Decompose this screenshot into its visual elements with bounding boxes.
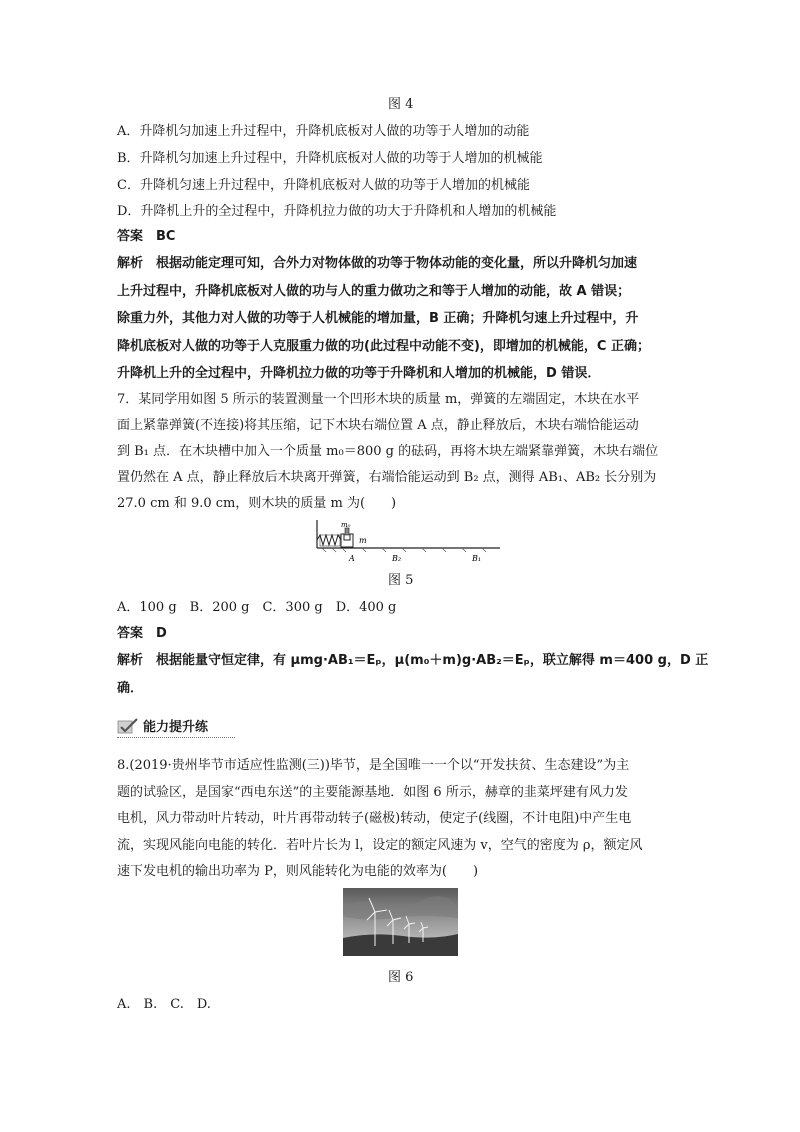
q6-analysis-line: 降机底板对人做的功等于人克服重力做的功(此过程中动能不变)，即增加的机械能，C 正确； bbox=[117, 339, 650, 354]
figure-5-caption: 图 5 bbox=[388, 573, 414, 588]
q8-stem-line: 速下发电机的输出功率为 P，则风能转化为电能的效率为( ) bbox=[117, 864, 479, 879]
q7-stem-line: 面上紧靠弹簧(不连接)将其压缩，记下木块右端位置 A 点，静止释放后，木块右端恰能运动 bbox=[117, 418, 639, 433]
figure-5-diagram bbox=[312, 520, 502, 572]
section-heading bbox=[117, 716, 208, 735]
q7-analysis-line: 解析 根据能量守恒定律，有 μmg·AB₁＝Eₚ，μ(m₀＋m)g·AB₂＝Eₚ，联立解得 m＝400 g，D 正 bbox=[117, 653, 709, 668]
figure-4-caption: 图 4 bbox=[388, 97, 414, 112]
q6-option-a: A．升降机匀加速上升过程中，升降机底板对人做的功等于人增加的动能 bbox=[117, 124, 530, 139]
q8-options: A. B. C. D. bbox=[117, 997, 211, 1012]
q8-stem-line: 电机，风力带动叶片转动，叶片再带动转子(磁极)转动，使定子(线圈，不计电阻)中产生电 bbox=[117, 811, 632, 826]
q8-stem-line: 题的试验区，是国家“西电东送”的主要能源基地．如图 6 所示，赫章的韭菜坪建有风力发 bbox=[117, 785, 628, 800]
q7-stem-line: 7．某同学用如图 5 所示的装置测量一个凹形木块的质量 m，弹簧的左端固定，木块在水平 bbox=[117, 392, 640, 407]
q7-stem-line: 27.0 cm 和 9.0 cm，则木块的质量 m 为( ) bbox=[117, 496, 397, 511]
q6-analysis-line: 上升过程中，升降机底板对人做的功与人的重力做功之和等于人增加的动能，故 A 错误； bbox=[117, 284, 631, 299]
label-m: m bbox=[359, 536, 367, 545]
q6-option-c: C．升降机匀速上升过程中，升降机底板对人做的功等于人增加的机械能 bbox=[117, 178, 530, 193]
label-a: A bbox=[349, 554, 355, 563]
q7-options: A．100 g B．200 g C．300 g D．400 g bbox=[117, 600, 397, 615]
q6-analysis-line: 除重力外，其他力对人做的功等于人机械能的增加量，B 正确；升降机匀速上升过程中，升 bbox=[117, 311, 639, 326]
q7-stem-line: 到 B₁ 点．在木块槽中加入一个质量 m₀＝800 g 的砝码，再将木块左端紧靠弹簧，木块右端位 bbox=[117, 444, 659, 459]
label-b1: B₁ bbox=[472, 554, 482, 563]
checkmark-icon bbox=[117, 718, 139, 734]
section-divider bbox=[117, 737, 235, 738]
q6-option-b: B．升降机匀加速上升过程中，升降机底板对人做的功等于人增加的机械能 bbox=[117, 151, 543, 166]
figure-6-caption: 图 6 bbox=[388, 970, 414, 985]
label-m0: m₀ bbox=[341, 521, 351, 529]
block-icon bbox=[341, 534, 353, 547]
q6-analysis-line: 升降机上升的全过程中，升降机拉力做的功等于升降机和人增加的机械能，D 错误． bbox=[117, 366, 601, 381]
q6-analysis-line: 解析 根据动能定理可知，合外力对物体做的功等于物体动能的变化量，所以升降机匀加速 bbox=[117, 256, 638, 271]
q6-answer: 答案 BC bbox=[117, 229, 176, 244]
weight-icon bbox=[345, 528, 349, 535]
q7-analysis-line: 确． bbox=[117, 681, 144, 696]
q8-stem-line: 8.(2019·贵州毕节市适应性监测(三))毕节，是全国唯一一个以“开发扶贫、生态建设”为主 bbox=[117, 758, 630, 773]
label-b2: B₂ bbox=[392, 554, 402, 563]
q8-stem-line: 流，实现风能向电能的转化．若叶片长为 l，设定的额定风速为 v，空气的密度为 ρ，额定风 bbox=[117, 838, 643, 853]
spring-icon bbox=[317, 535, 341, 545]
wind-turbine-photo bbox=[343, 888, 458, 956]
q7-stem-line: 置仍然在 A 点，静止释放后木块离开弹簧，右端恰能运动到 B₂ 点，测得 AB₁、AB₂ 长分别为 bbox=[117, 470, 657, 485]
section-title: 能力提升练 bbox=[143, 720, 209, 735]
q7-answer: 答案 D bbox=[117, 626, 167, 641]
q6-option-d: D．升降机上升的全过程中，升降机拉力做的功大于升降机和人增加的机械能 bbox=[117, 204, 557, 219]
